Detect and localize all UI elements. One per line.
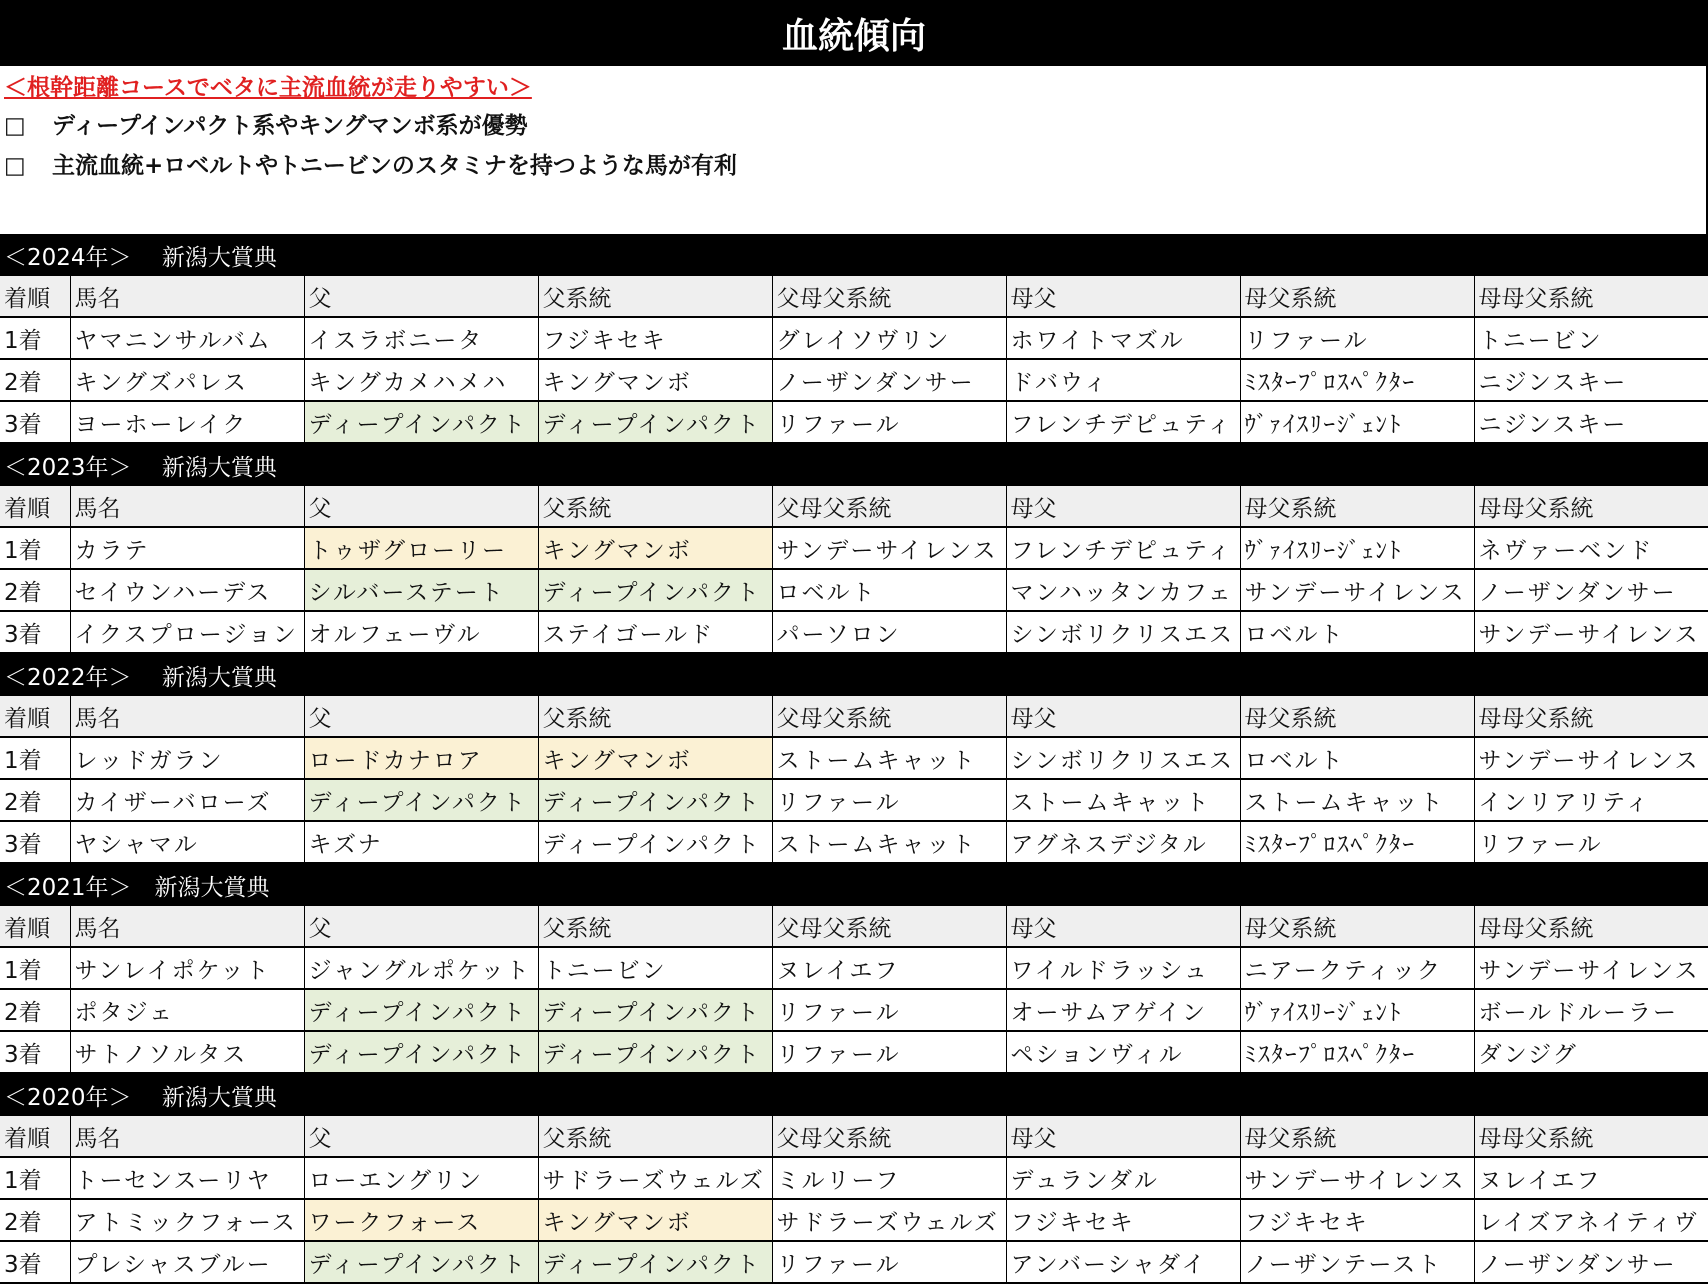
column-header-row (0, 1116, 1708, 1157)
table-cell: ノーザンダンサー (1474, 569, 1708, 611)
table-cell: サンレイポケット (70, 947, 304, 989)
table-cell: カイザーバローズ (70, 779, 304, 821)
table-cell: 2着 (0, 779, 70, 821)
year-label: ＜2023年＞ 新潟大賞典 (0, 443, 1708, 486)
column-header: 父母父系統 (772, 1116, 1006, 1157)
column-header: 着順 (0, 696, 70, 737)
table-row (0, 1199, 1708, 1241)
table-cell: キングマンボ (538, 1199, 772, 1241)
column-header: 父系統 (538, 906, 772, 947)
table-cell: 3着 (0, 611, 70, 653)
column-header: 父 (304, 906, 538, 947)
table-cell: ダンジグ (1474, 1031, 1708, 1073)
table-row (0, 401, 1708, 443)
table-cell: パーソロン (772, 611, 1006, 653)
column-header: 母父 (1006, 486, 1240, 527)
column-header: 母母父系統 (1474, 1116, 1708, 1157)
table-cell: 1着 (0, 317, 70, 359)
column-header: 父系統 (538, 276, 772, 317)
table-cell: ニジンスキー (1474, 401, 1708, 443)
column-header: 着順 (0, 486, 70, 527)
column-header-row (0, 276, 1708, 317)
table-cell: 3着 (0, 1241, 70, 1283)
page-title: 血統傾向 (0, 0, 1708, 66)
column-header: 父 (304, 276, 538, 317)
table-cell: シンボリクリスエス (1006, 737, 1240, 779)
table-cell: 2着 (0, 989, 70, 1031)
column-header: 馬名 (70, 1116, 304, 1157)
bullet-text: ディープインパクト系やキングマンボ系が優勢 (52, 113, 528, 139)
table-cell: シンボリクリスエス (1006, 611, 1240, 653)
table-cell: リファール (772, 1241, 1006, 1283)
table-cell: フレンチデピュティ (1006, 527, 1240, 569)
table-cell: ディープインパクト (538, 821, 772, 863)
table-cell: サンデーサイレンス (1240, 1157, 1474, 1199)
column-header: 母父系統 (1240, 696, 1474, 737)
table-row (0, 1157, 1708, 1199)
pedigree-table (0, 234, 1708, 1284)
table-cell: アグネスデジタル (1006, 821, 1240, 863)
table-cell: ディープインパクト (538, 569, 772, 611)
table-cell: トニービン (1474, 317, 1708, 359)
year-header-row (0, 443, 1708, 486)
table-cell: フジキセキ (1006, 1199, 1240, 1241)
table-cell: イクスプロージョン (70, 611, 304, 653)
column-header: 母父 (1006, 276, 1240, 317)
table-cell: デュランダル (1006, 1157, 1240, 1199)
table-cell: キングズパレス (70, 359, 304, 401)
table-cell: ワイルドラッシュ (1006, 947, 1240, 989)
table-cell: ボールドルーラー (1474, 989, 1708, 1031)
table-cell: ヌレイエフ (1474, 1157, 1708, 1199)
table-cell: ノーザンテースト (1240, 1241, 1474, 1283)
table-cell: インリアリティ (1474, 779, 1708, 821)
column-header: 母母父系統 (1474, 906, 1708, 947)
table-cell: ホワイトマズル (1006, 317, 1240, 359)
table-cell: 3着 (0, 1031, 70, 1073)
table-cell: サンデーサイレンス (1474, 947, 1708, 989)
table-row (0, 737, 1708, 779)
year-header-row (0, 863, 1708, 906)
table-cell: ｳﾞｧｲｽﾘｰｼﾞｪﾝﾄ (1240, 527, 1474, 569)
table-row (0, 779, 1708, 821)
table-cell: ロベルト (772, 569, 1006, 611)
table-cell: キズナ (304, 821, 538, 863)
column-header: 父系統 (538, 696, 772, 737)
table-cell: アトミックフォース (70, 1199, 304, 1241)
column-header: 母父 (1006, 696, 1240, 737)
table-cell: サトノソルタス (70, 1031, 304, 1073)
table-cell: ロベルト (1240, 737, 1474, 779)
column-header: 着順 (0, 276, 70, 317)
table-cell: キングカメハメハ (304, 359, 538, 401)
year-header-row (0, 1073, 1708, 1116)
bullet-item (4, 146, 1702, 186)
column-header: 馬名 (70, 696, 304, 737)
table-cell: ジャングルポケット (304, 947, 538, 989)
table-cell: サドラーズウェルズ (538, 1157, 772, 1199)
table-cell: ステイゴールド (538, 611, 772, 653)
column-header: 父母父系統 (772, 486, 1006, 527)
table-cell: ディープインパクト (538, 401, 772, 443)
table-cell: 1着 (0, 737, 70, 779)
table-cell: フレンチデピュティ (1006, 401, 1240, 443)
table-cell: ﾐｽﾀｰﾌﾟﾛｽﾍﾟｸﾀｰ (1240, 359, 1474, 401)
table-cell: リファール (772, 779, 1006, 821)
table-cell: ノーザンダンサー (772, 359, 1006, 401)
table-cell: 1着 (0, 527, 70, 569)
table-cell: ディープインパクト (304, 1031, 538, 1073)
table-cell: トーセンスーリヤ (70, 1157, 304, 1199)
column-header: 母母父系統 (1474, 276, 1708, 317)
table-cell: ストームキャット (772, 821, 1006, 863)
column-header-row (0, 696, 1708, 737)
column-header: 母父 (1006, 1116, 1240, 1157)
table-cell: ﾐｽﾀｰﾌﾟﾛｽﾍﾟｸﾀｰ (1240, 1031, 1474, 1073)
column-header: 父母父系統 (772, 276, 1006, 317)
table-row (0, 1241, 1708, 1283)
column-header: 馬名 (70, 486, 304, 527)
table-cell: サンデーサイレンス (1474, 611, 1708, 653)
checkbox-icon: □ (4, 113, 26, 139)
table-cell: 3着 (0, 401, 70, 443)
table-cell: カラテ (70, 527, 304, 569)
bullet-item (4, 106, 1702, 146)
table-cell: 1着 (0, 1157, 70, 1199)
table-cell: ミルリーフ (772, 1157, 1006, 1199)
table-row (0, 611, 1708, 653)
table-cell: 2着 (0, 1199, 70, 1241)
table-cell: ペションヴィル (1006, 1031, 1240, 1073)
table-cell: ディープインパクト (304, 401, 538, 443)
year-header-row (0, 653, 1708, 696)
table-cell: ドバウィ (1006, 359, 1240, 401)
column-header: 父系統 (538, 486, 772, 527)
column-header: 父 (304, 486, 538, 527)
year-label: ＜2020年＞ 新潟大賞典 (0, 1073, 1708, 1116)
table-cell: ストームキャット (1240, 779, 1474, 821)
table-cell: ヤシャマル (70, 821, 304, 863)
table-cell: リファール (1474, 821, 1708, 863)
column-header: 母父系統 (1240, 486, 1474, 527)
year-label: ＜2022年＞ 新潟大賞典 (0, 653, 1708, 696)
table-cell: ヨーホーレイク (70, 401, 304, 443)
table-cell: サンデーサイレンス (1474, 737, 1708, 779)
table-cell: トゥザグローリー (304, 527, 538, 569)
table-cell: ディープインパクト (538, 1031, 772, 1073)
column-header: 父 (304, 1116, 538, 1157)
table-cell: ニジンスキー (1474, 359, 1708, 401)
table-cell: ワークフォース (304, 1199, 538, 1241)
column-header: 父 (304, 696, 538, 737)
table-cell: リファール (772, 1031, 1006, 1073)
table-cell: ﾐｽﾀｰﾌﾟﾛｽﾍﾟｸﾀｰ (1240, 821, 1474, 863)
table-cell: ニアークティック (1240, 947, 1474, 989)
table-row (0, 569, 1708, 611)
table-cell: シルバーステート (304, 569, 538, 611)
table-cell: ディープインパクト (538, 779, 772, 821)
table-cell: 2着 (0, 569, 70, 611)
table-row (0, 317, 1708, 359)
table-cell: ｳﾞｧｲｽﾘｰｼﾞｪﾝﾄ (1240, 989, 1474, 1031)
year-label: ＜2021年＞ 新潟大賞典 (0, 863, 1708, 906)
table-cell: リファール (1240, 317, 1474, 359)
table-cell: ストームキャット (772, 737, 1006, 779)
table-cell: キングマンボ (538, 527, 772, 569)
column-header: 父系統 (538, 1116, 772, 1157)
table-cell: ネヴァーベンド (1474, 527, 1708, 569)
column-header: 母父 (1006, 906, 1240, 947)
year-label: ＜2024年＞ 新潟大賞典 (0, 234, 1708, 276)
table-row (0, 947, 1708, 989)
table-cell: ディープインパクト (538, 989, 772, 1031)
table-cell: レイズアネイティヴ (1474, 1199, 1708, 1241)
table-cell: サンデーサイレンス (1240, 569, 1474, 611)
table-cell: リファール (772, 989, 1006, 1031)
table-cell: レッドガラン (70, 737, 304, 779)
checkbox-icon: □ (4, 153, 26, 179)
column-header: 母母父系統 (1474, 696, 1708, 737)
table-cell: キングマンボ (538, 359, 772, 401)
column-header: 父母父系統 (772, 906, 1006, 947)
table-cell: リファール (772, 401, 1006, 443)
table-cell: ディープインパクト (304, 989, 538, 1031)
table-cell: ポタジェ (70, 989, 304, 1031)
table-cell: マンハッタンカフェ (1006, 569, 1240, 611)
table-row (0, 821, 1708, 863)
table-cell: 2着 (0, 359, 70, 401)
table-cell: ローエングリン (304, 1157, 538, 1199)
table-cell: ｳﾞｧｲｽﾘｰｼﾞｪﾝﾄ (1240, 401, 1474, 443)
table-cell: キングマンボ (538, 737, 772, 779)
table-cell: ロベルト (1240, 611, 1474, 653)
table-cell: ヌレイエフ (772, 947, 1006, 989)
table-row (0, 1031, 1708, 1073)
table-cell: プレシャスブルー (70, 1241, 304, 1283)
table-cell: ストームキャット (1006, 779, 1240, 821)
notes-section (0, 66, 1708, 234)
table-cell: アンバーシャダイ (1006, 1241, 1240, 1283)
subheading: ＜根幹距離コースでベタに主流血統が走りやすい＞ (4, 75, 532, 101)
column-header: 母父系統 (1240, 276, 1474, 317)
column-header: 着順 (0, 906, 70, 947)
table-cell: ディープインパクト (304, 1241, 538, 1283)
table-row (0, 359, 1708, 401)
table-cell: ロードカナロア (304, 737, 538, 779)
column-header: 母父系統 (1240, 1116, 1474, 1157)
bullet-text: 主流血統+ロベルトやトニービンのスタミナを持つような馬が有利 (52, 153, 737, 179)
year-header-row (0, 234, 1708, 276)
column-header: 母母父系統 (1474, 486, 1708, 527)
table-cell: フジキセキ (1240, 1199, 1474, 1241)
column-header: 馬名 (70, 906, 304, 947)
table-cell: ディープインパクト (304, 779, 538, 821)
column-header: 馬名 (70, 276, 304, 317)
table-cell: トニービン (538, 947, 772, 989)
table-cell: セイウンハーデス (70, 569, 304, 611)
column-header: 母父系統 (1240, 906, 1474, 947)
table-cell: ヤマニンサルバム (70, 317, 304, 359)
column-header-row (0, 906, 1708, 947)
column-header: 父母父系統 (772, 696, 1006, 737)
table-cell: ディープインパクト (538, 1241, 772, 1283)
table-row (0, 527, 1708, 569)
table-cell: 1着 (0, 947, 70, 989)
table-cell: イスラボニータ (304, 317, 538, 359)
table-cell: サンデーサイレンス (772, 527, 1006, 569)
table-cell: サドラーズウェルズ (772, 1199, 1006, 1241)
table-cell: オルフェーヴル (304, 611, 538, 653)
table-cell: ノーザンダンサー (1474, 1241, 1708, 1283)
column-header: 着順 (0, 1116, 70, 1157)
table-cell: 3着 (0, 821, 70, 863)
table-row (0, 989, 1708, 1031)
column-header-row (0, 486, 1708, 527)
table-cell: グレイソヴリン (772, 317, 1006, 359)
table-cell: オーサムアゲイン (1006, 989, 1240, 1031)
table-cell: フジキセキ (538, 317, 772, 359)
